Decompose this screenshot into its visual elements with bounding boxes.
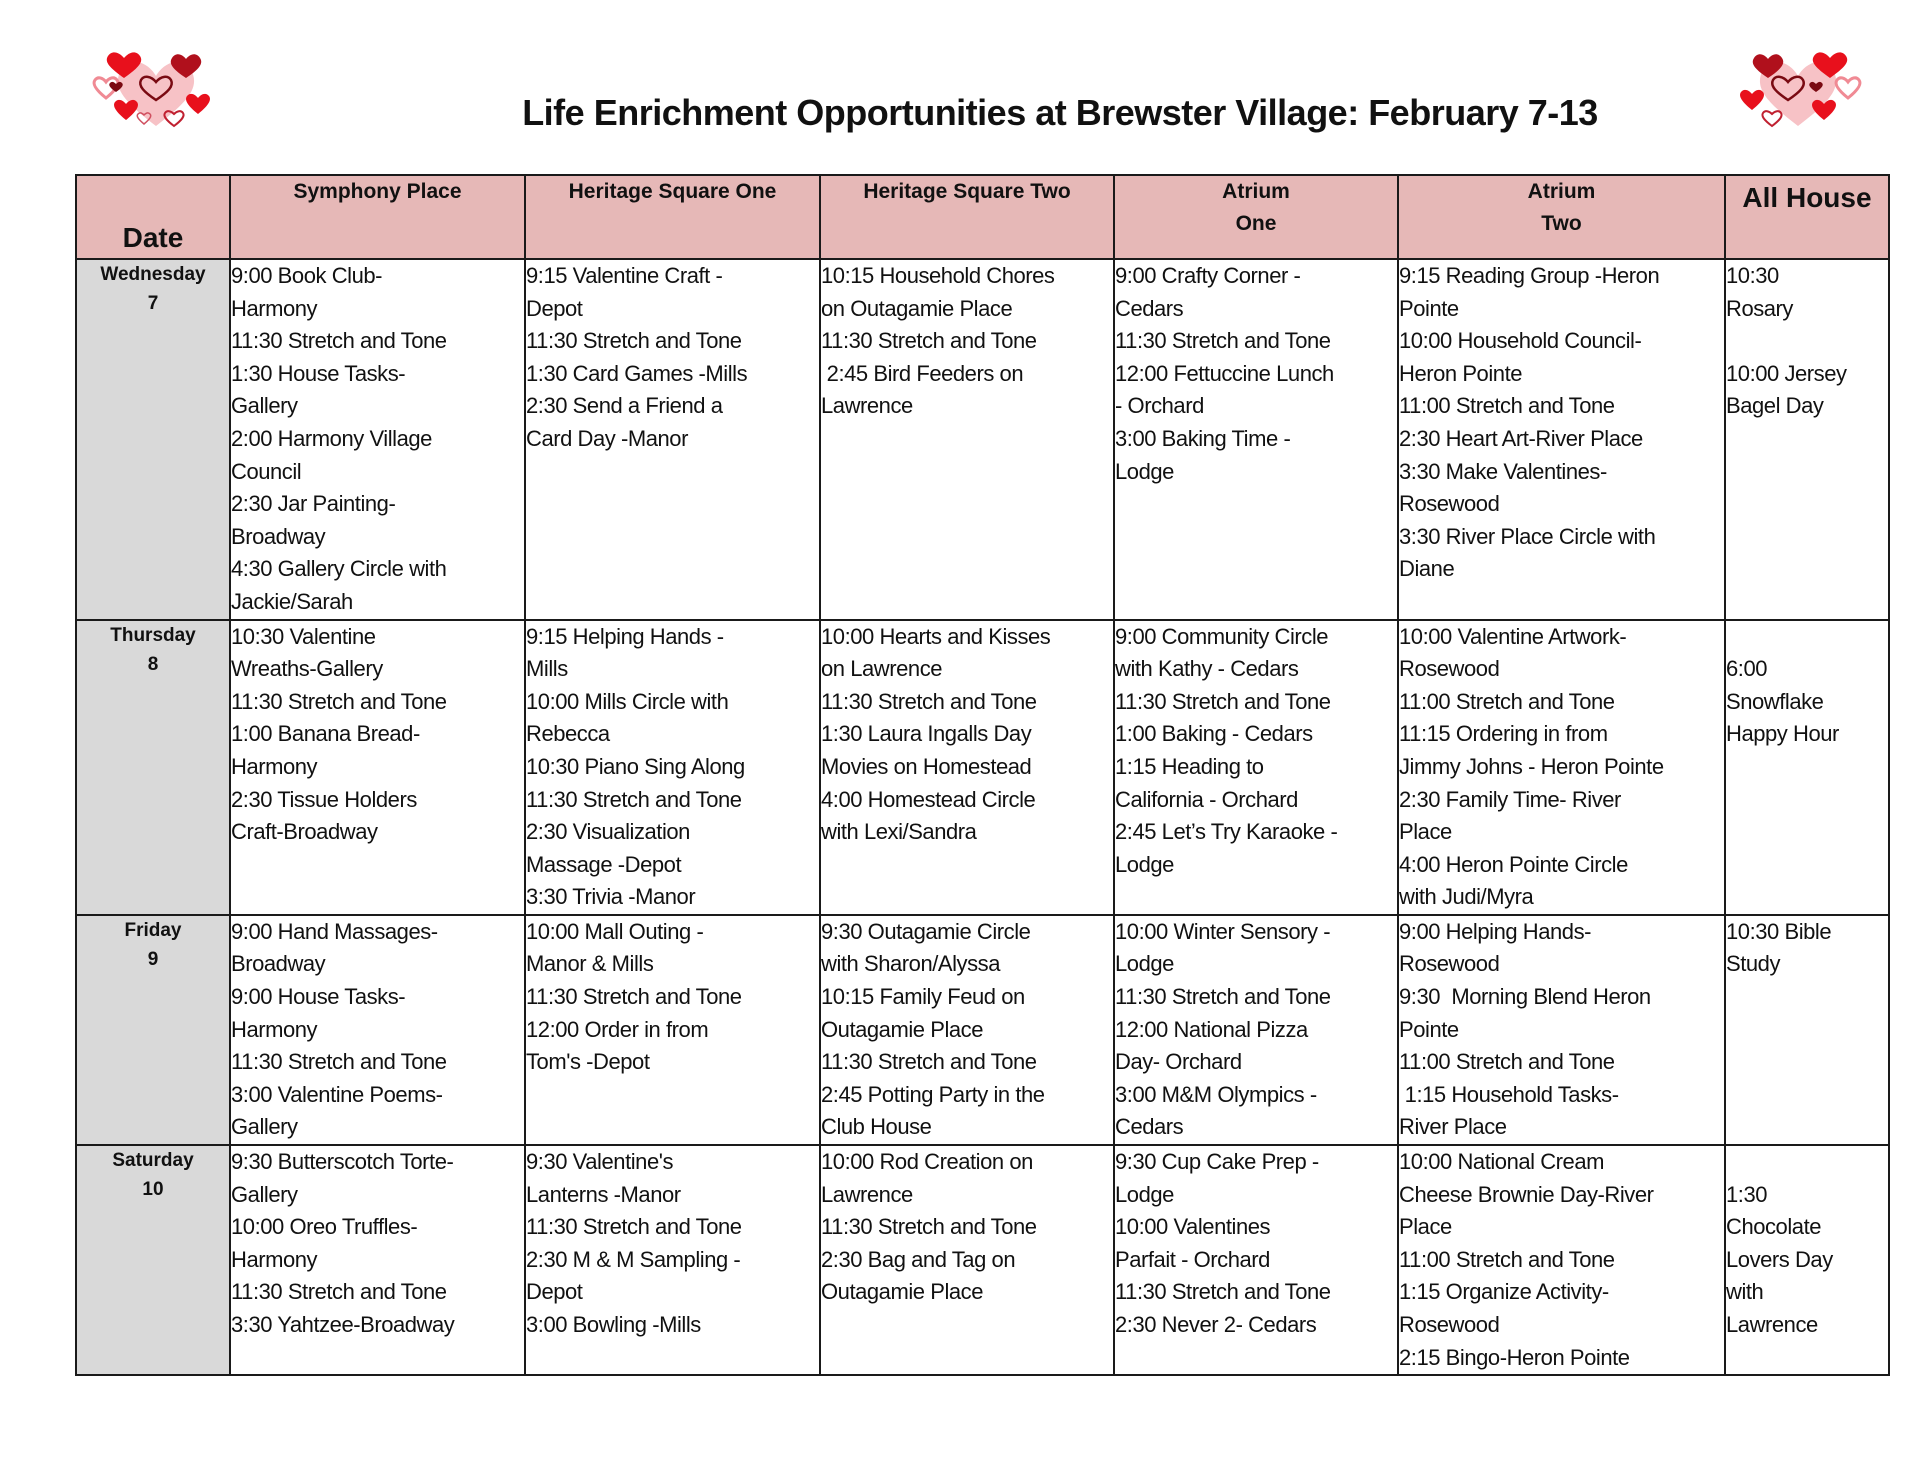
activity-line: Outagamie Place: [821, 1279, 984, 1305]
activity-line: 11:30 Stretch and Tone: [526, 984, 742, 1010]
activity-line: 2:15 Bingo-Heron Pointe: [1399, 1344, 1630, 1370]
activity-line: Lanterns -Manor: [526, 1181, 681, 1207]
activity-line: 11:30 Stretch and Tone: [526, 786, 742, 812]
activity-line: 9:15 Helping Hands -: [526, 623, 724, 649]
activity-line: Harmony: [231, 753, 318, 779]
activity-line: [1726, 325, 1888, 358]
activity-line: on Outagamie Place: [821, 295, 1013, 321]
activity-line: 1:15 Heading to: [1115, 753, 1264, 779]
activity-cell-heritage-square-two: [820, 915, 1114, 1145]
activity-line: 1:30 House Tasks-: [231, 360, 406, 386]
activity-line: 3:30 Make Valentines-: [1399, 458, 1607, 484]
date-cell: [76, 259, 230, 620]
activity-line: 11:30 Stretch and Tone: [1115, 984, 1331, 1010]
activity-line: 1:00 Baking - Cedars: [1115, 721, 1313, 747]
activity-line: 1:30 Card Games -Mills: [526, 360, 748, 386]
activity-cell-heritage-square-one: [525, 259, 820, 620]
activity-line: 2:30 Jar Painting-: [231, 491, 396, 517]
activity-line: 2:30 Send a Friend a: [526, 393, 723, 419]
day-number: 8: [147, 653, 159, 675]
activity-line: Craft-Broadway: [231, 819, 378, 845]
activity-line: Lawrence: [1726, 1312, 1818, 1337]
activity-cell-atrium-one: [1114, 1145, 1398, 1375]
activity-line: Tom's -Depot: [526, 1049, 650, 1075]
activity-line: Snowflake: [1726, 688, 1824, 714]
activity-line: Lawrence: [821, 1181, 913, 1207]
day-number: 7: [147, 293, 159, 314]
activity-cell-atrium-one: [1114, 620, 1398, 915]
activity-cell-atrium-two: [1398, 915, 1725, 1145]
activity-line: Card Day -Manor: [526, 425, 688, 451]
activity-cell-all-house: [1725, 259, 1889, 620]
activity-line: Mills: [526, 656, 568, 682]
activity-line: 9:15 Reading Group -Heron: [1399, 263, 1660, 288]
activity-line: 11:30 Stretch and Tone: [526, 1214, 742, 1240]
activity-cell-atrium-two: [1398, 259, 1725, 620]
hearts-decoration-left: [86, 48, 226, 132]
activity-line: 11:30 Stretch and Tone: [1115, 328, 1331, 354]
activity-cell-heritage-square-two: [820, 259, 1114, 620]
activity-line: 11:30 Stretch and Tone: [821, 1049, 1037, 1075]
activity-line: Massage -Depot: [526, 851, 682, 877]
activity-line: 2:45 Bird Feeders on: [821, 360, 1024, 386]
activity-cell-heritage-square-one: [525, 915, 820, 1145]
activity-line: Jimmy Johns - Heron Pointe: [1399, 753, 1664, 779]
activity-line: 9:00 Crafty Corner -: [1115, 263, 1301, 288]
activity-line: 9:00 House Tasks-: [231, 984, 406, 1010]
activity-line: 11:30 Stretch and Tone: [231, 1279, 447, 1305]
activity-cell-all-house: [1725, 915, 1889, 1145]
activity-line: 11:00 Stretch and Tone: [1399, 1246, 1615, 1272]
activity-line: Cedars: [1115, 1114, 1184, 1140]
hearts-icon: [94, 52, 210, 126]
activity-line: Harmony: [231, 1016, 318, 1042]
activity-cell-heritage-square-two: [820, 1145, 1114, 1375]
activity-line: Club House: [821, 1114, 932, 1140]
activity-line: 9:00 Helping Hands-: [1399, 918, 1592, 944]
activity-line: Lodge: [1115, 1181, 1174, 1207]
activity-cell-heritage-square-one: [525, 620, 820, 915]
activity-line: 11:30 Stretch and Tone: [821, 328, 1037, 354]
column-header-heritage-square-two: [820, 175, 1114, 259]
activity-line: 11:00 Stretch and Tone: [1399, 393, 1615, 419]
activity-cell-all-house: [1725, 620, 1889, 915]
day-name: Friday: [124, 919, 182, 941]
activity-line: 10:30: [1726, 263, 1779, 288]
activity-cell-symphony-place: [230, 1145, 525, 1375]
header-label-line2: Two: [1541, 212, 1582, 235]
activity-line: 11:30 Stretch and Tone: [231, 1049, 447, 1075]
activity-line: Rebecca: [526, 721, 610, 747]
date-cell: [76, 915, 230, 1145]
table-row: [76, 259, 1889, 620]
column-header-symphony-place: [230, 175, 525, 259]
activity-line: 10:00 Hearts and Kisses: [821, 623, 1051, 649]
activity-line: Lovers Day: [1726, 1246, 1833, 1272]
day-name: Saturday: [112, 1150, 194, 1172]
activity-line: 1:30: [1726, 1181, 1768, 1207]
table-row: [76, 915, 1889, 1145]
activity-line: 1:15 Household Tasks-: [1399, 1081, 1619, 1107]
activity-line: Chocolate: [1726, 1214, 1822, 1240]
hearts-icon: [1740, 52, 1860, 126]
activity-line: 9:30 Cup Cake Prep -: [1115, 1149, 1319, 1175]
activity-line: 11:30 Stretch and Tone: [1115, 1279, 1331, 1305]
activity-line: 12:00 National Pizza: [1115, 1016, 1308, 1042]
activity-line: 10:15 Household Chores: [821, 263, 1055, 288]
activity-line: Place: [1399, 819, 1452, 845]
activity-cell-heritage-square-two: [820, 620, 1114, 915]
page-title: Life Enrichment Opportunities at Brewster Village: February 7-13: [522, 92, 1598, 133]
activity-line: 10:15 Family Feud on: [821, 984, 1025, 1010]
activity-cell-atrium-two: [1398, 620, 1725, 915]
activity-line: 11:15 Ordering in from: [1399, 721, 1608, 747]
activity-line: Heron Pointe: [1399, 360, 1523, 386]
date-cell: [76, 1145, 230, 1375]
activity-line: 3:00 Bowling -Mills: [526, 1312, 701, 1337]
activity-line: 11:30 Stretch and Tone: [821, 688, 1037, 714]
hearts-decoration-right: [1728, 48, 1868, 132]
activity-line: 10:00 Valentine Artwork-: [1399, 623, 1627, 649]
activity-line: 9:30 Valentine's: [526, 1149, 674, 1175]
activity-line: Day- Orchard: [1115, 1049, 1242, 1075]
table-row: [76, 1145, 1889, 1375]
activity-line: 3:00 M&M Olympics -: [1115, 1081, 1317, 1107]
header-row: [76, 175, 1889, 259]
header-label-line2: One: [1235, 212, 1277, 235]
activity-line: 10:30 Piano Sing Along: [526, 753, 745, 779]
activity-line: Broadway: [231, 523, 326, 549]
activity-line: 3:30 Trivia -Manor: [526, 884, 696, 910]
activity-line: Movies on Homestead: [821, 753, 1032, 779]
activity-line: 9:00 Community Circle: [1115, 623, 1329, 649]
activity-line: 1:15 Organize Activity-: [1399, 1279, 1609, 1305]
activity-line: [1726, 621, 1888, 654]
activity-line: Gallery: [231, 393, 298, 419]
table-row: [76, 620, 1889, 915]
activity-line: 4:30 Gallery Circle with: [231, 556, 447, 582]
activity-line: [1726, 1146, 1888, 1179]
activity-line: - Orchard: [1115, 393, 1204, 419]
activity-line: 9:30 Morning Blend Heron: [1399, 984, 1651, 1010]
activity-line: 10:00 Valentines: [1115, 1214, 1271, 1240]
header-label: Atrium: [1222, 180, 1290, 203]
activity-line: 6:00: [1726, 656, 1768, 682]
column-header-date: [76, 175, 230, 259]
column-header-atrium-one: [1114, 175, 1398, 259]
activity-line: Lodge: [1115, 458, 1174, 484]
activity-line: 12:00 Order in from: [526, 1016, 709, 1042]
activity-line: with Lexi/Sandra: [821, 819, 977, 845]
day-name: Wednesday: [100, 264, 206, 285]
activity-line: 9:30 Butterscotch Torte-: [231, 1149, 454, 1175]
activity-line: 11:30 Stretch and Tone: [1115, 688, 1331, 714]
activity-line: 11:00 Stretch and Tone: [1399, 1049, 1615, 1075]
activity-line: 3:30 River Place Circle with: [1399, 523, 1656, 549]
activity-line: 2:30 Tissue Holders: [231, 786, 417, 812]
activity-line: 1:00 Banana Bread-: [231, 721, 420, 747]
header-label: Symphony Place: [293, 180, 462, 203]
schedule-table: [75, 174, 1890, 1376]
activity-line: 11:30 Stretch and Tone: [526, 328, 742, 354]
activity-line: Rosewood: [1399, 1312, 1500, 1337]
activity-line: 9:00 Book Club-: [231, 263, 383, 288]
activity-line: Diane: [1399, 556, 1455, 582]
activity-line: 2:30 M & M Sampling -: [526, 1246, 741, 1272]
activity-line: 10:00 Mills Circle with: [526, 688, 729, 714]
activity-cell-all-house: [1725, 1145, 1889, 1375]
activity-cell-symphony-place: [230, 259, 525, 620]
activity-line: Council: [231, 458, 302, 484]
activity-line: Bagel Day: [1726, 393, 1824, 419]
activity-line: 4:00 Heron Pointe Circle: [1399, 851, 1628, 877]
column-header-all-house: [1725, 175, 1889, 259]
activity-line: on Lawrence: [821, 656, 943, 682]
activity-line: 2:30 Never 2- Cedars: [1115, 1312, 1317, 1337]
activity-line: 9:00 Hand Massages-: [231, 918, 438, 944]
activity-line: 2:30 Bag and Tag on: [821, 1246, 1016, 1272]
activity-line: Pointe: [1399, 295, 1459, 321]
activity-line: 10:00 Jersey: [1726, 360, 1847, 386]
activity-line: 1:30 Laura Ingalls Day: [821, 721, 1032, 747]
activity-line: Study: [1726, 951, 1781, 977]
day-name: Thursday: [110, 624, 196, 646]
activity-line: 3:30 Yahtzee-Broadway: [231, 1312, 455, 1337]
activity-line: 10:00 Winter Sensory -: [1115, 918, 1331, 944]
activity-line: Gallery: [231, 1114, 298, 1140]
activity-line: 11:00 Stretch and Tone: [1399, 688, 1615, 714]
column-header-heritage-square-one: [525, 175, 820, 259]
activity-line: Depot: [526, 295, 583, 321]
activity-line: 11:30 Stretch and Tone: [821, 1214, 1037, 1240]
activity-line: 10:00 National Cream: [1399, 1149, 1605, 1175]
activity-cell-atrium-one: [1114, 915, 1398, 1145]
activity-cell-symphony-place: [230, 915, 525, 1145]
activity-line: Gallery: [231, 1181, 298, 1207]
activity-line: 12:00 Fettuccine Lunch: [1115, 360, 1334, 386]
date-cell: [76, 620, 230, 915]
activity-line: Outagamie Place: [821, 1016, 984, 1042]
activity-line: 3:00 Valentine Poems-: [231, 1081, 443, 1107]
header-label: Atrium: [1527, 180, 1596, 203]
activity-line: 2:30 Family Time- River: [1399, 786, 1621, 812]
activity-line: Harmony: [231, 1246, 318, 1272]
activity-line: Rosewood: [1399, 491, 1500, 517]
header-label: Date: [122, 222, 184, 253]
activity-line: 2:00 Harmony Village: [231, 425, 432, 451]
activity-line: Depot: [526, 1279, 583, 1305]
activity-line: with: [1726, 1279, 1764, 1305]
activity-line: 10:00 Mall Outing -: [526, 918, 704, 944]
activity-line: Happy Hour: [1726, 721, 1839, 747]
activity-line: 2:45 Let’s Try Karaoke -: [1115, 819, 1338, 845]
activity-line: Lawrence: [821, 393, 913, 419]
activity-line: Cheese Brownie Day-River: [1399, 1181, 1654, 1207]
activity-line: 10:30 Bible: [1726, 918, 1832, 944]
activity-line: 10:30 Valentine: [231, 623, 376, 649]
activity-line: 2:45 Potting Party in the: [821, 1081, 1045, 1107]
activity-line: Rosewood: [1399, 656, 1500, 682]
day-number: 10: [142, 1179, 164, 1201]
activity-line: 4:00 Homestead Circle: [821, 786, 1036, 812]
activity-line: 2:30 Visualization: [526, 819, 690, 845]
activity-cell-atrium-one: [1114, 259, 1398, 620]
activity-line: 10:00 Household Council-: [1399, 328, 1642, 354]
activity-line: Parfait - Orchard: [1115, 1246, 1270, 1272]
activity-cell-atrium-two: [1398, 1145, 1725, 1375]
activity-cell-heritage-square-one: [525, 1145, 820, 1375]
activity-line: Harmony: [231, 295, 318, 321]
activity-line: Wreaths-Gallery: [231, 656, 383, 682]
activity-line: Manor & Mills: [526, 951, 654, 977]
header-label: Heritage Square Two: [863, 180, 1071, 203]
activity-line: Place: [1399, 1214, 1452, 1240]
activity-line: 9:30 Outagamie Circle: [821, 918, 1031, 944]
activity-line: Cedars: [1115, 295, 1184, 321]
column-header-atrium-two: [1398, 175, 1725, 259]
activity-line: River Place: [1399, 1114, 1507, 1140]
activity-line: 2:30 Heart Art-River Place: [1399, 425, 1643, 451]
header-label: All House: [1742, 182, 1872, 213]
activity-line: with Judi/Myra: [1399, 884, 1534, 910]
activity-line: with Sharon/Alyssa: [821, 951, 1000, 977]
activity-line: 11:30 Stretch and Tone: [231, 688, 447, 714]
activity-line: 3:00 Baking Time -: [1115, 425, 1291, 451]
activity-line: 9:15 Valentine Craft -: [526, 263, 723, 288]
activity-line: Lodge: [1115, 851, 1174, 877]
activity-line: with Kathy - Cedars: [1115, 656, 1299, 682]
activity-line: Broadway: [231, 951, 326, 977]
activity-line: Rosewood: [1399, 951, 1500, 977]
header-label: Heritage Square One: [568, 180, 777, 203]
activity-line: Pointe: [1399, 1016, 1459, 1042]
activity-cell-symphony-place: [230, 620, 525, 915]
activity-line: Jackie/Sarah: [231, 588, 353, 614]
activity-line: 11:30 Stretch and Tone: [231, 328, 447, 354]
activity-line: California - Orchard: [1115, 786, 1298, 812]
activity-line: 10:00 Rod Creation on: [821, 1149, 1033, 1175]
activity-line: 10:00 Oreo Truffles-: [231, 1214, 418, 1240]
activity-line: Rosary: [1726, 295, 1793, 321]
day-number: 9: [147, 948, 159, 970]
activity-line: Lodge: [1115, 951, 1174, 977]
